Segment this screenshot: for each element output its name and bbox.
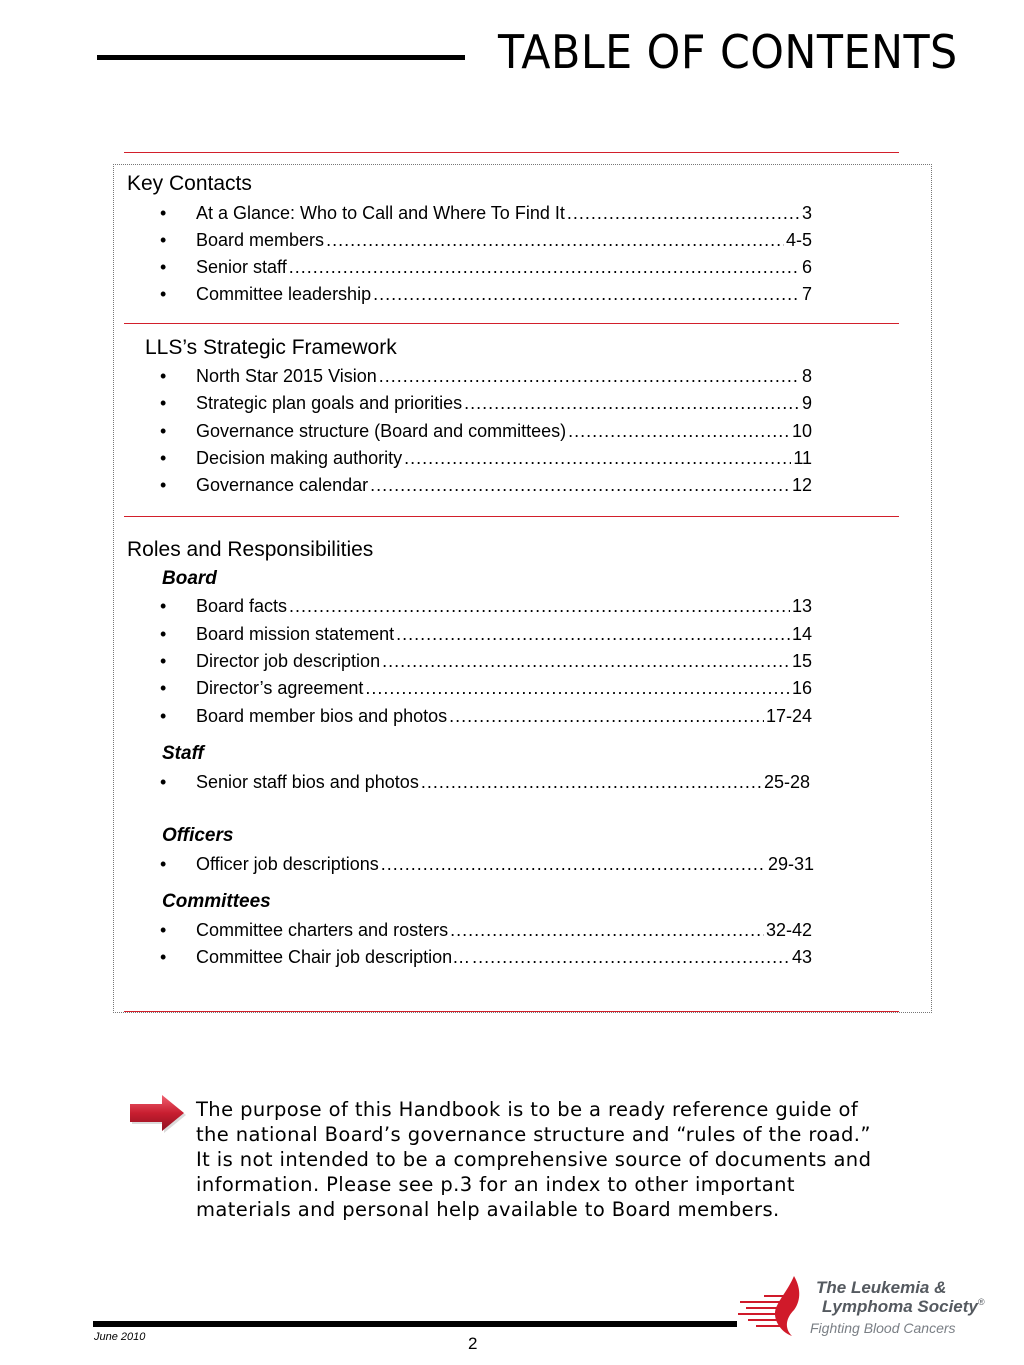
leader-dots	[289, 254, 800, 280]
page-number: 2	[468, 1334, 478, 1353]
leader-dots	[289, 593, 790, 619]
bullet: •	[160, 284, 167, 304]
subheading-officers: Officers	[162, 825, 234, 846]
entry-label: North Star 2015 Vision	[196, 366, 377, 386]
logo-line2-text: Lymphoma Society	[822, 1297, 978, 1316]
bullet: •	[160, 596, 167, 616]
bullet: •	[160, 257, 167, 277]
toc-entry[interactable]	[160, 445, 812, 471]
entry-page: 7	[801, 284, 812, 304]
leader-dots	[396, 621, 790, 647]
entry-page: 16	[791, 678, 812, 698]
toc-entry[interactable]	[160, 200, 812, 226]
entry-page: 12	[791, 475, 812, 495]
entry-page: 25-28	[763, 772, 810, 792]
leader-dots	[472, 944, 790, 970]
leader-dots	[365, 675, 790, 701]
entry-page: 17-24	[765, 706, 812, 726]
entry-page: 43	[791, 947, 812, 967]
leader-dots	[381, 851, 766, 877]
entry-label: Senior staff	[196, 257, 287, 277]
bullet: •	[160, 393, 167, 413]
entry-page: 11	[793, 448, 812, 468]
leader-dots	[382, 648, 790, 674]
entry-page: 9	[801, 393, 812, 413]
toc-entry[interactable]	[160, 703, 812, 729]
entry-page: 6	[801, 257, 812, 277]
subheading-committees: Committees	[162, 891, 271, 912]
bullet: •	[160, 366, 167, 386]
leader-dots	[326, 227, 784, 253]
toc-entry[interactable]	[160, 390, 812, 416]
leader-dots	[370, 472, 790, 498]
logo-tagline: Fighting Blood Cancers	[810, 1320, 956, 1336]
toc-entry[interactable]	[160, 621, 812, 647]
entry-label: Senior staff bios and photos	[196, 772, 419, 792]
divider	[124, 516, 899, 517]
bullet: •	[160, 678, 167, 698]
entry-label: Governance structure (Board and committees)	[196, 421, 567, 441]
toc-entry[interactable]	[160, 472, 812, 498]
bullet: •	[160, 772, 167, 792]
registered-mark: ®	[977, 1297, 985, 1307]
arrow-right-icon	[128, 1093, 186, 1133]
entry-label: At a Glance: Who to Call and Where To Find It	[196, 203, 565, 223]
entry-label: Strategic plan goals and priorities	[196, 393, 463, 413]
leader-dots	[449, 703, 764, 729]
logo-line1: The Leukemia &	[816, 1278, 947, 1297]
purpose-note: The purpose of this Handbook is to be a ready reference guide of the national Board’s governance structure and “rules of the road.” It is not intended to be a comprehensive source of documents and information. Please see p.3 for an index to other important materials and personal help available to Board members.	[196, 1098, 872, 1221]
leader-dots	[373, 281, 800, 307]
entry-label: Director’s agreement	[196, 678, 364, 698]
section-heading-roles: Roles and Responsibilities	[127, 538, 374, 561]
entry-label: Board mission statement	[196, 624, 395, 644]
entry-label: Board members	[196, 230, 325, 250]
subheading-board: Board	[162, 568, 217, 589]
leader-dots	[421, 769, 762, 795]
entry-label: Board facts	[196, 596, 288, 616]
entry-label: Governance calendar	[196, 475, 369, 495]
divider	[124, 323, 899, 324]
toc-entry[interactable]	[160, 281, 812, 307]
toc-entry[interactable]	[160, 227, 812, 253]
entry-page: 32-42	[765, 920, 812, 940]
bullet: •	[160, 448, 167, 468]
bullet: •	[160, 706, 167, 726]
toc-entry[interactable]	[160, 851, 814, 877]
leader-dots	[404, 445, 791, 471]
bullet: •	[160, 854, 167, 874]
toc-entry[interactable]	[160, 648, 812, 674]
toc-entry[interactable]	[160, 254, 812, 280]
entry-page: 8	[801, 366, 812, 386]
entry-label: Officer job descriptions	[196, 854, 379, 874]
lls-flame-icon	[736, 1272, 816, 1342]
entry-label: Committee Chair job description…	[196, 947, 471, 967]
entry-page: 10	[791, 421, 812, 441]
subheading-staff: Staff	[162, 743, 204, 764]
entry-page: 14	[791, 624, 812, 644]
bullet: •	[160, 920, 167, 940]
toc-entry[interactable]	[160, 917, 812, 943]
leader-dots	[379, 363, 800, 389]
divider	[124, 152, 899, 153]
leader-dots	[567, 200, 800, 226]
page-title: TABLE OF CONTENTS	[498, 25, 958, 79]
entry-label: Director job description	[196, 651, 381, 671]
divider	[124, 1011, 899, 1012]
entry-page: 13	[791, 596, 812, 616]
leader-dots	[568, 418, 790, 444]
entry-page: 29-31	[767, 854, 814, 874]
entry-page: 3	[801, 203, 812, 223]
toc-entry[interactable]	[160, 944, 812, 970]
leader-dots	[450, 917, 764, 943]
footer-rule	[93, 1321, 737, 1327]
section-heading-strategic-framework: LLS’s Strategic Framework	[145, 336, 397, 359]
entry-label: Decision making authority	[196, 448, 403, 468]
bullet: •	[160, 421, 167, 441]
toc-entry[interactable]	[160, 363, 812, 389]
leader-dots	[464, 390, 800, 416]
toc-entry[interactable]	[160, 769, 810, 795]
entry-page: 15	[791, 651, 812, 671]
footer-date: June 2010	[94, 1331, 146, 1343]
logo-line2	[822, 1297, 985, 1317]
entry-page: 4-5	[785, 230, 812, 250]
bullet: •	[160, 624, 167, 644]
toc-entry[interactable]	[160, 675, 812, 701]
toc-entry[interactable]	[160, 593, 812, 619]
bullet: •	[160, 203, 167, 223]
entry-label: Committee leadership	[196, 284, 372, 304]
entry-label: Committee charters and rosters	[196, 920, 449, 940]
toc-entry[interactable]	[160, 418, 812, 444]
entry-label: Board member bios and photos	[196, 706, 448, 726]
lls-logo	[736, 1272, 1006, 1342]
bullet: •	[160, 230, 167, 250]
title-rule	[97, 55, 465, 60]
bullet: •	[160, 475, 167, 495]
bullet: •	[160, 947, 167, 967]
bullet: •	[160, 651, 167, 671]
section-heading-key-contacts: Key Contacts	[127, 172, 252, 195]
